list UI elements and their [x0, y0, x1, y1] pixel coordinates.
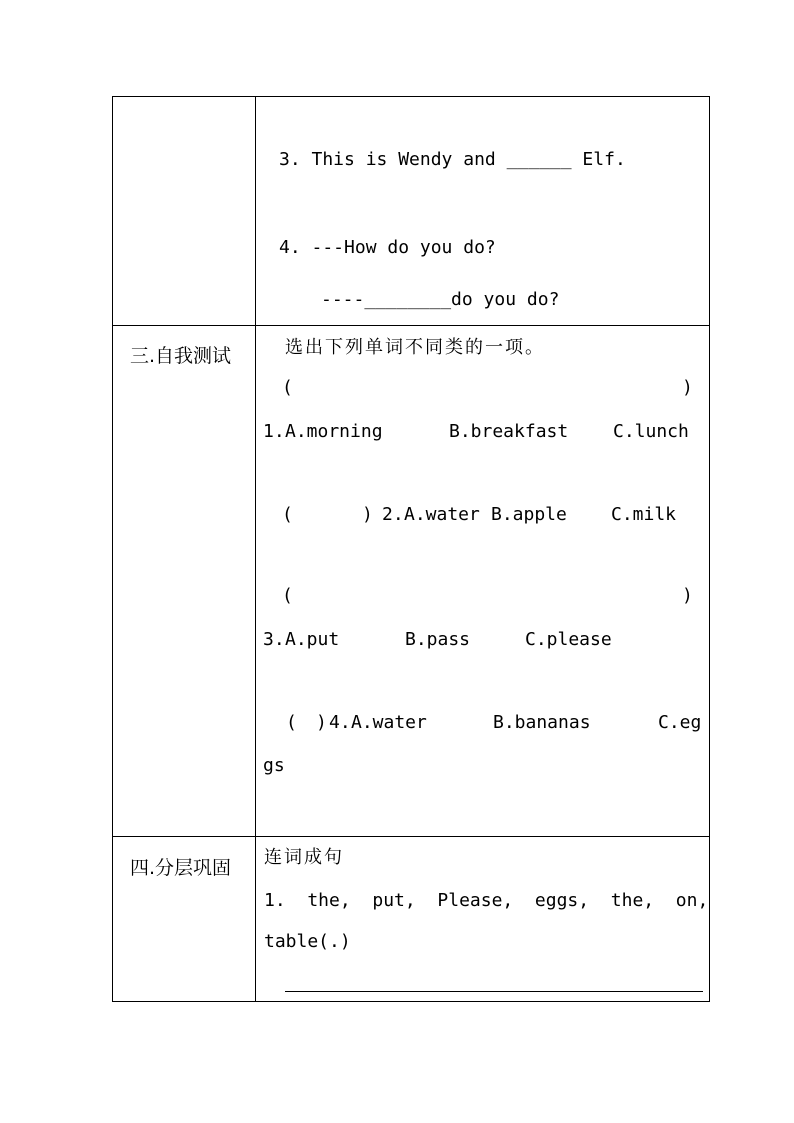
consolidation-instruction: 连词成句: [264, 847, 344, 868]
item-4-bracket-left: (: [286, 712, 297, 733]
item-1-option-b: B.breakfast: [449, 421, 569, 442]
item-3-option-b: B.pass: [405, 629, 471, 650]
question-4: 4. ---How do you do?: [279, 237, 496, 258]
sentence-question-1-continued: table(.): [264, 931, 351, 952]
item-2-option-b: B.apple: [491, 504, 567, 525]
sentence-question-1: 1. the, put, Please, eggs, the, on,: [264, 890, 709, 911]
item-1-option-a: A.morning: [285, 421, 383, 442]
row-divider: [113, 836, 709, 837]
item-3-bracket-right: ): [682, 585, 693, 606]
question-4-answer: ----________do you do?: [321, 289, 560, 310]
question-3: 3. This is Wendy and ______ Elf.: [279, 149, 626, 170]
item-3-bracket-left: (: [282, 585, 293, 606]
item-3-number: 3.: [263, 629, 285, 650]
item-1-bracket-right: ): [682, 377, 693, 398]
self-test-instruction: 选出下列单词不同类的一项。: [285, 337, 545, 358]
item-2-number: 2.: [382, 504, 404, 525]
item-3-option-a: A.put: [285, 629, 340, 650]
item-4-option-a: A.water: [351, 712, 427, 733]
item-2-bracket-right: ): [362, 504, 373, 525]
item-1-bracket-left: (: [282, 377, 293, 398]
item-2-option-c: C.milk: [611, 504, 677, 525]
answer-line[interactable]: [285, 991, 703, 992]
section-label-consolidation: 四.分层巩固: [130, 857, 232, 879]
item-4-bracket-right: ): [316, 712, 327, 733]
item-3-option-c: C.please: [525, 629, 612, 650]
item-2-option-a: A.water: [404, 504, 480, 525]
item-2-bracket-left: (: [282, 504, 293, 525]
item-4-option-b: B.bananas: [493, 712, 591, 733]
column-divider: [255, 97, 256, 1001]
item-4-option-c: C.eg gs: [263, 712, 702, 776]
row-divider: [113, 325, 709, 326]
item-4-number: 4.: [329, 712, 351, 733]
section-label-self-test: 三.自我测试: [130, 345, 232, 367]
item-1-option-c: C.lunch: [613, 421, 689, 442]
item-1-number: 1.: [263, 421, 285, 442]
